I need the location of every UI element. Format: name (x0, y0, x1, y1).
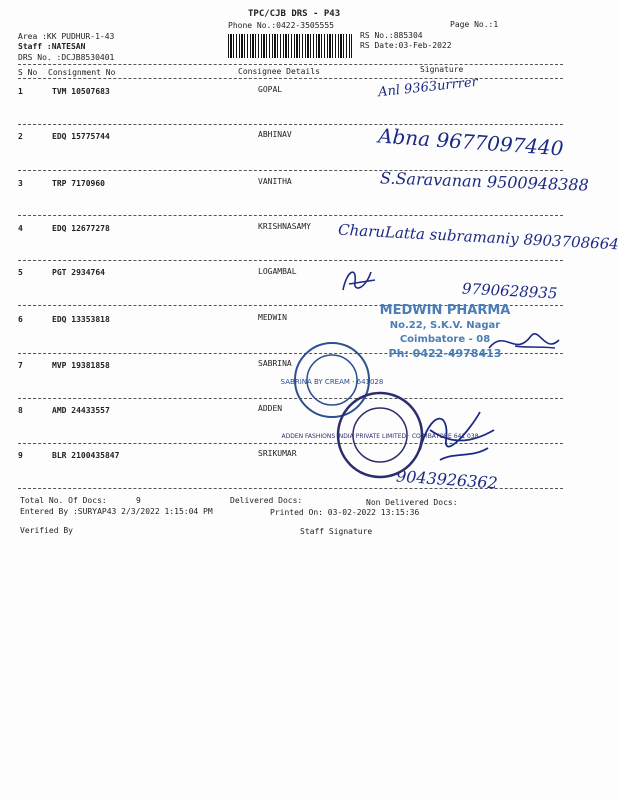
signature-row-5: 9790628935 (461, 279, 558, 303)
rs-date: RS Date:03-Feb-2022 (360, 41, 452, 50)
col-consignment: Consignment No (48, 68, 116, 77)
row-sno: 1 (18, 87, 23, 96)
signature-row-1: Anl 9363urrrer (377, 74, 479, 101)
barcode (228, 34, 352, 58)
row-sno: 4 (18, 224, 23, 233)
medwin-pharma-stamp (360, 303, 530, 373)
row-consignee: MEDWIN (258, 313, 287, 322)
divider (18, 78, 563, 79)
row-sno: 7 (18, 361, 23, 370)
divider (18, 215, 563, 216)
entered-by: Entered By :SURYAP43 2/3/2022 1:15:04 PM (20, 507, 213, 516)
row-consignee: GOPAL (258, 85, 283, 94)
stamp-city: Coimbatore - 08 (399, 334, 491, 345)
row-consignee: SABRINA (258, 359, 292, 368)
area-label: Area :KK PUDHUR-1-43 (18, 32, 115, 41)
row-sno: 8 (18, 406, 23, 415)
col-sno: S No (18, 68, 38, 77)
row-consignment: EDQ 13353818 (52, 315, 110, 324)
row-consignment: AMD 24433557 (52, 406, 110, 415)
rs-number: RS No.:885304 (360, 31, 423, 40)
signature-row-9: 9043926362 (395, 466, 499, 493)
phone-number: Phone No.:0422-3505555 (228, 21, 334, 30)
document-title: TPC/CJB DRS - P43 (248, 9, 341, 19)
divider (18, 170, 563, 171)
stamp-name: MEDWIN PHARMA (379, 303, 511, 318)
row-consignee: ABHINAV (258, 130, 292, 139)
adden-round-stamp (281, 390, 479, 480)
row-consignment: BLR 2100435847 (52, 451, 120, 460)
signature-scribble-icon (335, 260, 395, 300)
row-consignee: SRIKUMAR (258, 449, 297, 458)
drs-number: DRS No. :DCJB8530401 (18, 53, 115, 62)
adden-stamp-text: ADDEN FASHIONS INDIA PRIVATE LIMITED · COIMBATORE 641 038 (281, 433, 479, 440)
row-sno: 3 (18, 179, 23, 188)
total-docs-label: Total No. Of Docs: (20, 496, 107, 505)
staff-label: Staff :NATESAN (18, 42, 86, 51)
staff-signature-label: Staff Signature (300, 527, 373, 536)
row-consignment: PGT 2934764 (52, 268, 105, 277)
signature-row-4: CharuLatta subramaniy 8903708664 (337, 220, 619, 254)
divider (18, 398, 563, 399)
row-consignee: VANITHA (258, 177, 292, 186)
total-docs-value: 9 (136, 496, 141, 505)
page-number: Page No.:1 (450, 20, 499, 29)
row-consignment: EDQ 15775744 (52, 132, 110, 141)
divider (18, 124, 563, 125)
row-sno: 6 (18, 315, 23, 324)
stamp-phone: Ph: 0422-4978413 (388, 347, 502, 360)
col-consignee: Consignee Details (238, 67, 320, 76)
row-consignment: MVP 19381858 (52, 361, 110, 370)
signature-row-3: S.Saravanan 9500948388 (379, 168, 590, 195)
row-sno: 9 (18, 451, 23, 460)
signature-row-2: Abna 9677097440 (377, 123, 565, 161)
divider (18, 260, 563, 261)
row-sno: 2 (18, 132, 23, 141)
printed-on: Printed On: 03-02-2022 13:15:36 (270, 508, 420, 517)
row-sno: 5 (18, 268, 23, 277)
verified-by-label: Verified By (20, 526, 73, 535)
row-consignment: EDQ 12677278 (52, 224, 110, 233)
divider (18, 64, 563, 65)
stamp-address: No.22, S.K.V. Nagar (389, 320, 501, 331)
delivered-docs-label: Delivered Docs: (230, 496, 303, 505)
non-delivered-docs-label: Non Delivered Docs: (366, 498, 458, 507)
row-consignee: LOGAMBAL (258, 267, 297, 276)
col-signature: Signature (420, 65, 464, 74)
row-consignee: ADDEN (258, 404, 283, 413)
sabrina-stamp-text: SABRINA BY CREAM · 641028 (280, 378, 384, 386)
row-consignment: TRP 7170960 (52, 179, 105, 188)
row-consignment: TVM 10507683 (52, 87, 110, 96)
row-consignee: KRISHNASAMY (258, 222, 311, 231)
